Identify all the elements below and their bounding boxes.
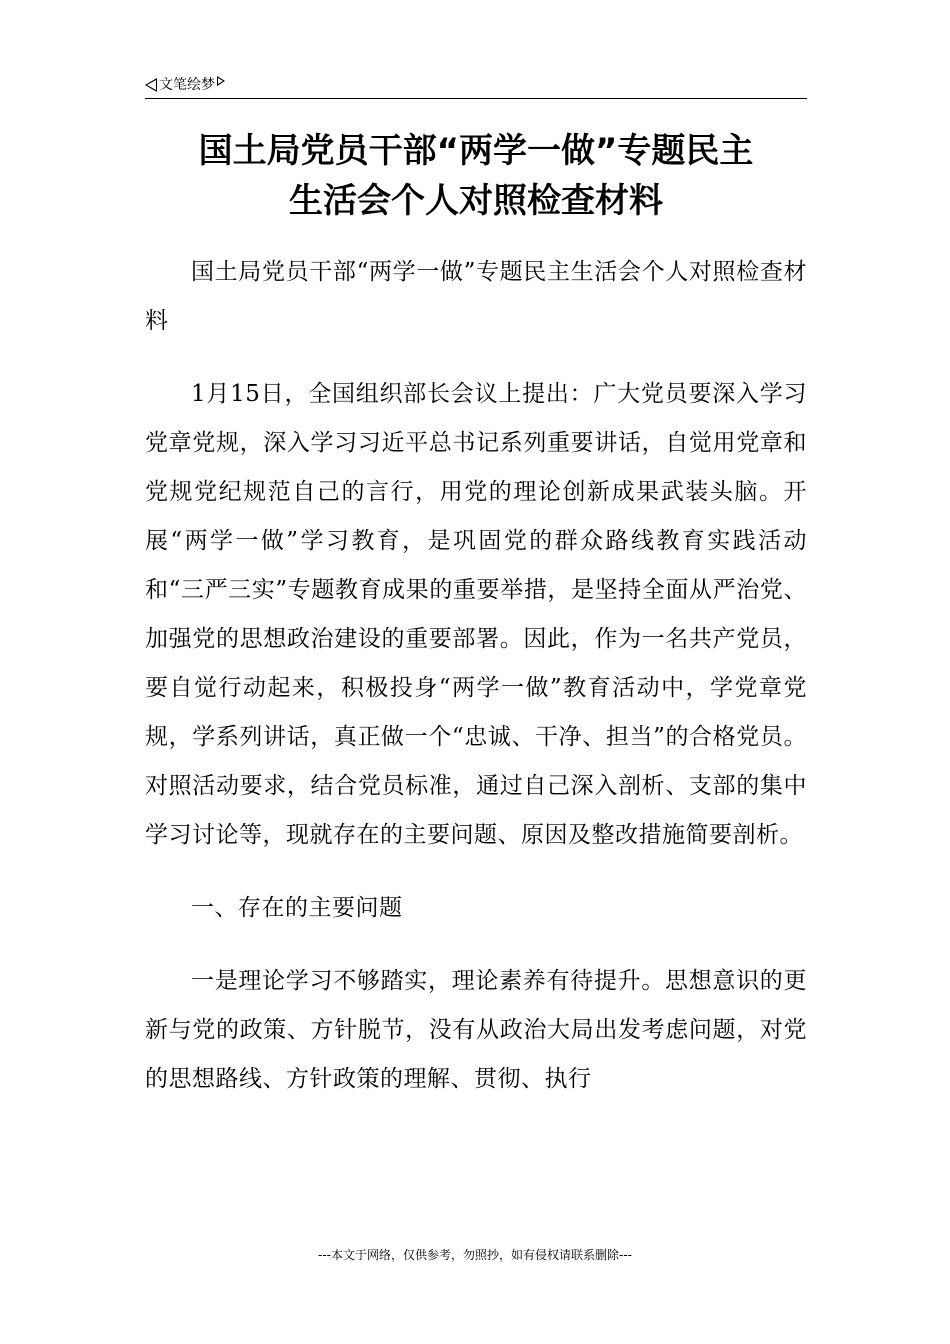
right-triangle-icon	[217, 76, 225, 86]
paragraph-problem-1: 一是理论学习不够踏实，理论素养有待提升。思想意识的更新与党的政策、方针脱节，没有从政治大局出发考虑问题，对党的思想路线、方针政策的理解、贯彻、执行	[145, 968, 807, 1092]
title-line-2: 生活会个人对照检查材料	[289, 181, 663, 221]
page-footer: ---本文于网络，仅供参考，勿照抄，如有侵权请联系删除---	[318, 1248, 632, 1262]
paragraph-intro: 1月15日，全国组织部长会议上提出：广大党员要深入学习党章党规，深入学习习近平总书记系列重要讲话，自觉用党章和党规党纪规范自己的言行，用党的理论创新成果武装头脑。开展“两学一做”学习教育，是巩固党的群众路线教育实践活动和“三严三实”专题教育成果的重要举措，是坚持全面从严治党、加强党的思想政治建设的重要部署。因此，作为一名共产党员，要自觉行动起来，积极投身“两学一做”教育活动中，学党章党规，学系列讲话，真正做一个“忠诚、干净、担当”的合格党员。对照活动要求，结合党员标准，通过自己深入剖析、支部的集中学习讨论等，现就存在的主要问题、原因及整改措施简要剖析。	[145, 381, 807, 848]
left-triangle-icon	[145, 78, 157, 92]
page-header	[145, 72, 807, 99]
paragraph-subtitle: 国土局党员干部“两学一做”专题民主生活会个人对照检查材料	[145, 259, 807, 334]
document-title	[145, 126, 807, 226]
document-body	[145, 248, 807, 1128]
header-label: 文笔绘梦	[159, 77, 215, 93]
section-heading: 一、存在的主要问题	[191, 895, 403, 921]
title-line-1: 国土局党员干部“两学一做”专题民主	[198, 131, 754, 171]
